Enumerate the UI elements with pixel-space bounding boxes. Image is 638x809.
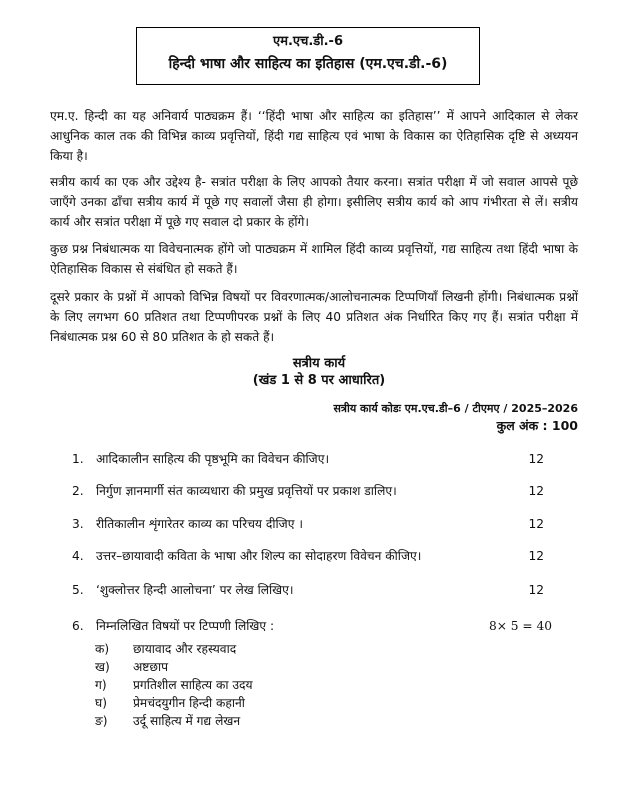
question-number: 1. xyxy=(72,452,84,466)
subitem xyxy=(95,658,168,676)
question-text: निर्गुण ज्ञानमार्गी संत काव्यधारा की प्रमुख प्रवृत्तियों पर प्रकाश डालिए। xyxy=(96,484,397,498)
subitem-text: अष्टछाप xyxy=(133,660,169,674)
question-number: 3. xyxy=(72,517,84,531)
question-text: रीतिकालीन शृंगारेतर काव्य का परिचय दीजिए । xyxy=(96,517,303,531)
question-number: 4. xyxy=(72,549,84,563)
intro-paragraph-4: दूसरे प्रकार के प्रश्नों में आपको विभिन्न विषयों पर विवरणात्मक/आलोचनात्मक टिप्पणियाँ लिखनी होंगी। निबंधात्मक प्रश्नों के लिए लगभग 60 प्रतिशत तथा टिप्पणीपरक प्रश्नों के लिए 40 प्रतिशत अंक निर्धारित किए गए हैं। सत्रांत परीक्षा में निबंधात्मक प्रश्न 60 से 80 प्रतिशत के हो सकते हैं। xyxy=(50,290,578,344)
subitem-label: घ) xyxy=(95,696,107,710)
question-marks: 8× 5 = 40 xyxy=(488,619,552,633)
question-marks: 12 xyxy=(528,549,544,563)
question-item xyxy=(72,450,572,468)
question-item xyxy=(72,515,572,533)
subitem-label: ङ) xyxy=(95,714,108,728)
question-item xyxy=(72,617,572,635)
subitem-label: ख) xyxy=(95,660,110,674)
question-text: उत्तर–छायावादी कविता के भाषा और शिल्प का सोदाहरण विवेचन कीजिए। xyxy=(96,549,422,563)
subitem-label: क) xyxy=(95,642,110,656)
assignment-subheading: (खंड 1 से 8 पर आधारित) xyxy=(252,373,386,388)
intro-paragraph-3: कुछ प्रश्न निबंधात्मक या विवेचनात्मक होंगे जो पाठ्यक्रम में शामिल हिंदी काव्य प्रवृत्तियों, गद्य साहित्य तथा हिंदी भाषा के ऐतिहासिक विकास से संबंधित हो सकते हैं। xyxy=(50,242,578,276)
question-marks: 12 xyxy=(528,484,544,498)
question-item xyxy=(72,547,572,565)
question-number: 6. xyxy=(72,619,84,633)
question-item xyxy=(72,482,572,500)
total-marks: कुल अंक : 100 xyxy=(496,418,578,433)
question-text: निम्नलिखित विषयों पर टिप्पणी लिखिए : xyxy=(96,619,275,633)
intro-paragraph-2: सत्रीय कार्य का एक और उद्देश्य है- सत्रांत परीक्षा के लिए आपको तैयार करना। सत्रांत परीक्षा में जो सवाल आपसे पूछे जाएँगे उनका ढाँचा सत्रीय कार्य में पूछे गए सवालों जैसा ही होगा। इसीलिए सत्रीय कार्य को आप गंभीरता से लें। सत्रीय कार्य और सत्रांत परीक्षा में पूछे गए सवाल दो प्रकार के होंगे। xyxy=(50,175,578,229)
intro-paragraph-1: एम.ए. हिन्दी का यह अनिवार्य पाठ्यक्रम हैं। ‘‘हिंदी भाषा और साहित्य का इतिहास’’ में आपने आदिकाल से लेकर आधुनिक काल तक की विभिन्न काव्य प्रवृत्तियों, हिंदी गद्य साहित्य एवं भाषा के विकास का ऐतिहासिक दृष्टि से अध्ययन किया है। xyxy=(50,109,578,163)
subitem xyxy=(95,640,236,658)
subitem-text: छायावाद और रहस्यवाद xyxy=(133,642,237,656)
subitem xyxy=(95,676,253,694)
subitem-text: प्रगतिशील साहित्य का उदय xyxy=(133,678,253,692)
subitem xyxy=(95,694,245,712)
subitem-text: उर्दू साहित्य में गद्य लेखन xyxy=(133,714,241,728)
subitem xyxy=(95,712,240,730)
title-box xyxy=(136,27,480,85)
assignment-code: सत्रीय कार्य कोडः एम.एच.डी–6 / टीएमए / 2025–2026 xyxy=(333,402,578,415)
question-marks: 12 xyxy=(528,452,544,466)
question-marks: 12 xyxy=(528,517,544,531)
assignment-heading: सत्रीय कार्य xyxy=(292,356,346,371)
question-text: ‘शुक्लोत्तर हिन्दी आलोचना’ पर लेख लिखिए। xyxy=(96,583,294,597)
course-title: हिन्दी भाषा और साहित्य का इतिहास (एम.एच.डी.-6) xyxy=(168,56,448,72)
question-marks: 12 xyxy=(528,583,544,597)
question-text: आदिकालीन साहित्य की पृष्ठभूमि का विवेचन कीजिए। xyxy=(96,452,330,466)
subitem-text: प्रेमचंदयुगीन हिन्दी कहानी xyxy=(133,696,245,710)
subitem-label: ग) xyxy=(95,678,107,692)
question-item xyxy=(72,581,572,599)
course-code: एम.एच.डी.-6 xyxy=(273,34,343,49)
question-number: 2. xyxy=(72,484,84,498)
question-number: 5. xyxy=(72,583,84,597)
